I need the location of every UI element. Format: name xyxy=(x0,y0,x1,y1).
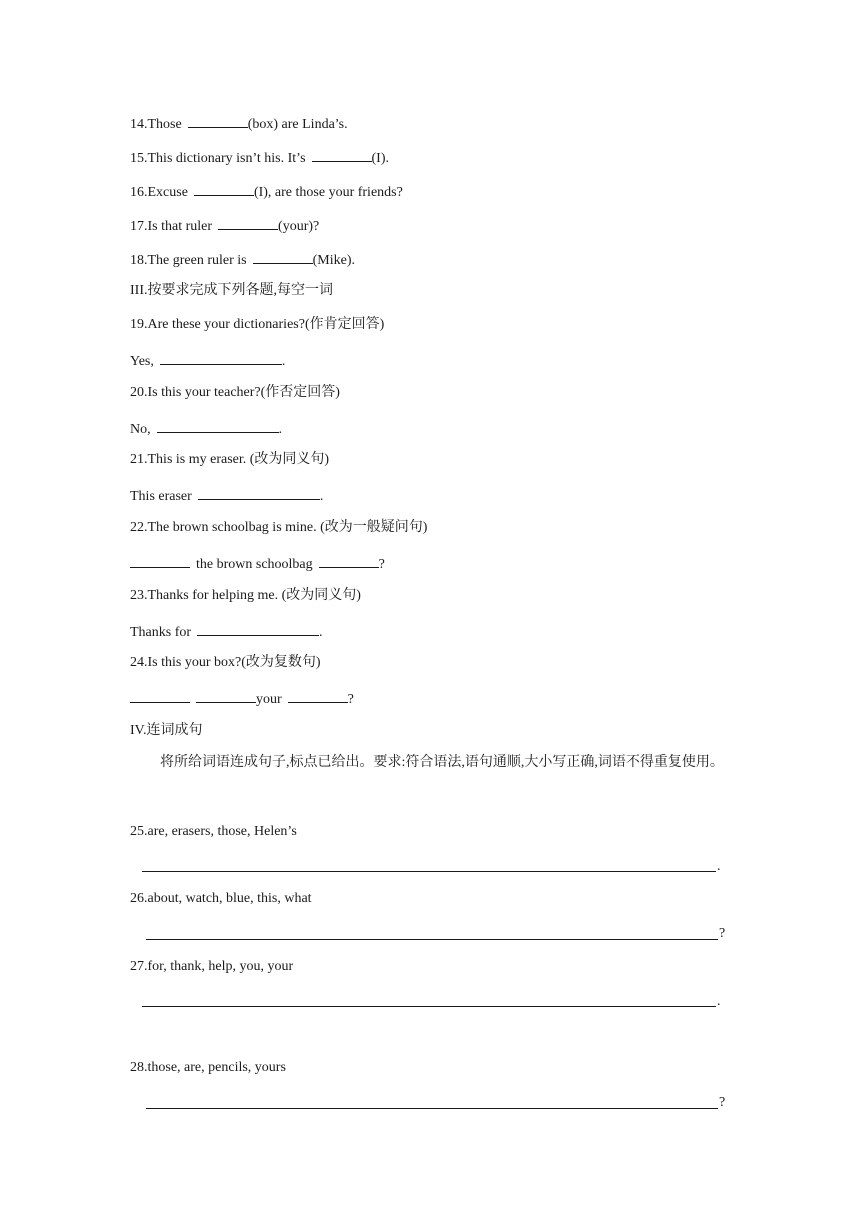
answer-prefix: Thanks for xyxy=(130,625,192,640)
answer-punctuation: ? xyxy=(347,692,354,707)
answer-prefix: No, xyxy=(130,422,151,437)
question-22-prompt: 22.The brown schoolbag is mine. (改为一般疑问句) xyxy=(130,520,428,535)
answer-punctuation: ? xyxy=(719,1095,726,1110)
question-27-words: 27.for, thank, help, you, your xyxy=(130,959,294,974)
question-26-words: 26.about, watch, blue, this, what xyxy=(130,891,312,906)
question-19-answer xyxy=(130,350,285,371)
section-4-heading: IV.连词成句 xyxy=(130,723,203,738)
answer-blank[interactable] xyxy=(157,418,279,433)
answer-punctuation: . xyxy=(278,422,283,437)
question-18 xyxy=(130,249,355,270)
answer-blank[interactable] xyxy=(312,147,372,162)
question-17-text: 17.Is that ruler xyxy=(130,219,213,234)
answer-line[interactable] xyxy=(146,1108,718,1109)
question-16-hint: (I), are those your friends? xyxy=(253,185,403,200)
answer-blank[interactable] xyxy=(218,215,278,230)
question-14-text: 14.Those xyxy=(130,117,182,132)
question-28-words: 28.those, are, pencils, yours xyxy=(130,1060,286,1075)
question-15-hint: (I). xyxy=(371,151,390,166)
question-18-text: 18.The green ruler is xyxy=(130,253,247,268)
question-17-hint: (your)? xyxy=(278,219,320,234)
question-18-hint: (Mike). xyxy=(312,253,356,268)
question-22-answer xyxy=(130,553,385,574)
answer-punctuation: . xyxy=(717,994,721,1009)
section-3-heading: III.按要求完成下列各题,每空一词 xyxy=(130,283,333,298)
answer-blank[interactable] xyxy=(160,350,282,365)
answer-blank[interactable] xyxy=(288,688,348,703)
answer-prefix: This eraser xyxy=(130,489,192,504)
answer-punctuation: . xyxy=(717,859,721,874)
question-16 xyxy=(130,181,403,202)
answer-blank[interactable] xyxy=(194,181,254,196)
question-15-text: 15.This dictionary isn’t his. It’s xyxy=(130,151,306,166)
question-23-prompt: 23.Thanks for helping me. (改为同义句) xyxy=(130,588,361,603)
answer-punctuation: . xyxy=(319,625,323,640)
question-21-prompt: 21.This is my eraser. (改为同义句) xyxy=(130,452,330,467)
answer-middle-text: your xyxy=(256,692,282,707)
question-14-hint: (box) are Linda’s. xyxy=(247,117,348,132)
answer-middle-text: the brown schoolbag xyxy=(196,557,313,572)
answer-blank[interactable] xyxy=(198,485,320,500)
answer-punctuation: ? xyxy=(719,926,726,941)
answer-line[interactable] xyxy=(142,871,716,872)
answer-prefix: Yes, xyxy=(130,354,154,369)
answer-punctuation: . xyxy=(319,489,324,504)
question-25-words: 25.are, erasers, those, Helen’s xyxy=(130,824,297,839)
answer-blank[interactable] xyxy=(196,688,256,703)
answer-line[interactable] xyxy=(142,1006,716,1007)
question-21-answer xyxy=(130,485,323,506)
answer-blank[interactable] xyxy=(188,113,248,128)
answer-blank[interactable] xyxy=(319,553,379,568)
section-4-instructions: 将所给词语连成句子,标点已给出。要求:符合语法,语句通顺,大小写正确,词语不得重复使用。 xyxy=(160,755,724,770)
answer-line[interactable] xyxy=(146,939,718,940)
question-16-text: 16.Excuse xyxy=(130,185,188,200)
answer-blank[interactable] xyxy=(253,249,313,264)
answer-blank[interactable] xyxy=(130,553,190,568)
question-23-answer xyxy=(130,621,323,642)
question-24-answer xyxy=(130,688,354,709)
question-20-prompt: 20.Is this your teacher?(作否定回答) xyxy=(130,385,340,400)
question-15 xyxy=(130,147,389,168)
answer-punctuation: ? xyxy=(378,557,385,572)
answer-blank[interactable] xyxy=(197,621,319,636)
answer-punctuation: . xyxy=(281,354,286,369)
question-20-answer xyxy=(130,418,282,439)
question-14 xyxy=(130,113,348,134)
question-17 xyxy=(130,215,319,236)
question-24-prompt: 24.Is this your box?(改为复数句) xyxy=(130,655,321,670)
answer-blank[interactable] xyxy=(130,688,190,703)
question-19-prompt: 19.Are these your dictionaries?(作肯定回答) xyxy=(130,317,385,332)
